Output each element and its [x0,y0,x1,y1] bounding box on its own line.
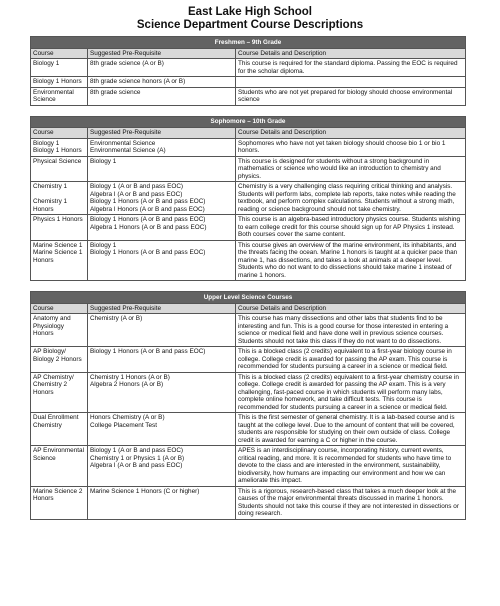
section-gap [0,106,500,116]
table-row [31,182,466,215]
description-cell [236,77,466,88]
section-heading: Freshmen – 9th Grade [31,37,466,49]
table-row [31,372,466,413]
table-row [31,486,466,519]
column-header: Course [31,48,88,59]
prerequisite-cell: Honors Chemistry (A or B) College Placement Test [88,413,236,446]
table-row [31,87,466,105]
table-row [31,215,466,241]
prerequisite-cell: Chemistry (A or B) [88,314,236,347]
course-cell: Chemistry 1 Chemistry 1 Honors [31,182,88,215]
description-cell: This course is required for the standard diploma. Passing the EOC is required for the scholar diploma. [236,59,466,77]
course-cell: Physical Science [31,156,88,182]
column-header-row [31,128,466,139]
table-row [31,138,466,156]
prerequisite-cell: Environmental Science Environmental Science (A) [88,138,236,156]
section-gap [0,281,500,291]
prerequisite-cell: Biology 1 Biology 1 Honors (A or B and pass EOC) [88,240,236,281]
course-table [30,116,466,282]
course-cell: Anatomy and Physiology Honors [31,314,88,347]
prerequisite-cell: 8th grade science (A or B) [88,59,236,77]
prerequisite-cell: Biology 1 (A or B and pass EOC) Algebra I (A or B and pass EOC) Biology 1 Honors (A or B and pass EOC) Algebra I Honors (A or B and pass EOC) [88,182,236,215]
description-cell: This is the first semester of general chemistry. It is a lab-based course and is taught at the college level. Due to the amount of content that will be covered, students are responsible for studying on their own outside of class. College credit is awarded for earning a C or higher in the course. [236,413,466,446]
title-block [0,0,500,32]
section-heading-row [31,116,466,128]
prerequisite-cell: 8th grade science [88,87,236,105]
description-cell: This is a blocked class (2 credits) equivalent to a first-year biology course in college. College credit is awarded for passing the AP exam. This course is recommended for students pursuing a career in a science or medical field. [236,347,466,373]
column-header: Course Details and Description [236,303,466,314]
description-cell: This is a rigorous, research-based class that takes a much deeper look at the causes of the major environmental threats discussed in marine 1 honors. Students should not take this course if they are not interested in dissections or doing research. [236,486,466,519]
table-row [31,77,466,88]
course-tables [0,32,500,520]
prerequisite-cell: Biology 1 [88,156,236,182]
description-cell: This is a blocked class (2 credits) equivalent to a first-year chemistry course in college. College credit is awarded for passing the AP exam. This is a very challenging, fast-paced course in which students will perform many labs, complete online homework, and take difficult tests. This course is recommended for students pursuing a career in a science or medical field. [236,372,466,413]
column-header: Course [31,128,88,139]
course-cell: AP Biology/ Biology 2 Honors [31,347,88,373]
description-cell: Chemistry is a very challenging class requiring critical thinking and analysis. Students will perform labs, complete lab reports, take notes while reading the textbook, and perform complex calculations. Students without a strong math, reading or science background should not take chemistry. [236,182,466,215]
column-header: Suggested Pre-Requisite [88,48,236,59]
prerequisite-cell: 8th grade science honors (A or B) [88,77,236,88]
course-cell: Biology 1 Biology 1 Honors [31,138,88,156]
description-cell: This course is an algebra-based introductory physics course. Students wishing to earn college credit for this course should sign up for AP Physics 1 instead. Both courses cover the same content. [236,215,466,241]
table-row [31,314,466,347]
prerequisite-cell: Biology 1 (A or B and pass EOC) Chemistry 1 or Physics 1 (A or B) Algebra I (A or B and pass EOC) [88,446,236,487]
course-cell: Biology 1 [31,59,88,77]
course-table [30,291,466,520]
table-row [31,347,466,373]
column-header-row [31,48,466,59]
description-cell: This course is designed for students without a strong background in mathematics or science who would like an introduction to chemistry and physics. [236,156,466,182]
table-row [31,156,466,182]
column-header: Course [31,303,88,314]
description-cell: This course gives an overview of the marine environment, its inhabitants, and the threats facing the ocean. Marine 1 honors is taught at a quicker pace than marine 1, has dissections, and takes a look at animals at a deeper level. Students who do not want to do dissections should take marine 1 instead of marine 1 honors. [236,240,466,281]
course-cell: Dual Enrollment Chemistry [31,413,88,446]
description-cell: Sophomores who have not yet taken biology should choose bio 1 or bio 1 honors. [236,138,466,156]
section-heading-row [31,37,466,49]
section-heading: Sophomore – 10th Grade [31,116,466,128]
column-header-row [31,303,466,314]
course-table [30,36,466,106]
table-row [31,413,466,446]
course-cell: AP Environmental Science [31,446,88,487]
description-cell: This course has many dissections and other labs that students find to be interesting and fun. This is a good course for those interested in entering a science or medical field and have done well in previous science courses. Students should not take this class if they do not want to do dissections. [236,314,466,347]
table-row [31,240,466,281]
column-header: Suggested Pre-Requisite [88,303,236,314]
prerequisite-cell: Biology 1 Honors (A or B and pass EOC) [88,347,236,373]
course-cell: AP Chemistry/ Chemistry 2 Honors [31,372,88,413]
course-cell: Environmental Science [31,87,88,105]
column-header: Course Details and Description [236,48,466,59]
prerequisite-cell: Chemistry 1 Honors (A or B) Algebra 2 Honors (A or B) [88,372,236,413]
description-cell: APES is an interdisciplinary course, incorporating history, current events, critical reading, and more. It is recommended for students who have time to devote to the class and are interested in the environment, sustainability, biodiversity, how humans are impacting our environment and how we can ameliorate this impact. [236,446,466,487]
document-title: Science Department Course Descriptions [136,19,364,31]
column-header: Course Details and Description [236,128,466,139]
column-header: Suggested Pre-Requisite [88,128,236,139]
prerequisite-cell: Marine Science 1 Honors (C or higher) [88,486,236,519]
school-title: East Lake High School [188,6,312,18]
table-row [31,446,466,487]
section-heading-row [31,292,466,304]
course-cell: Physics 1 Honors [31,215,88,241]
course-cell: Marine Science 1 Marine Science 1 Honors [31,240,88,281]
course-cell: Biology 1 Honors [31,77,88,88]
table-row [31,59,466,77]
course-cell: Marine Science 2 Honors [31,486,88,519]
section-heading: Upper Level Science Courses [31,292,466,304]
description-cell: Students who are not yet prepared for biology should choose environmental science [236,87,466,105]
prerequisite-cell: Biology 1 Honors (A or B and pass EOC) Algebra 1 Honors (A or B and pass EOC) [88,215,236,241]
